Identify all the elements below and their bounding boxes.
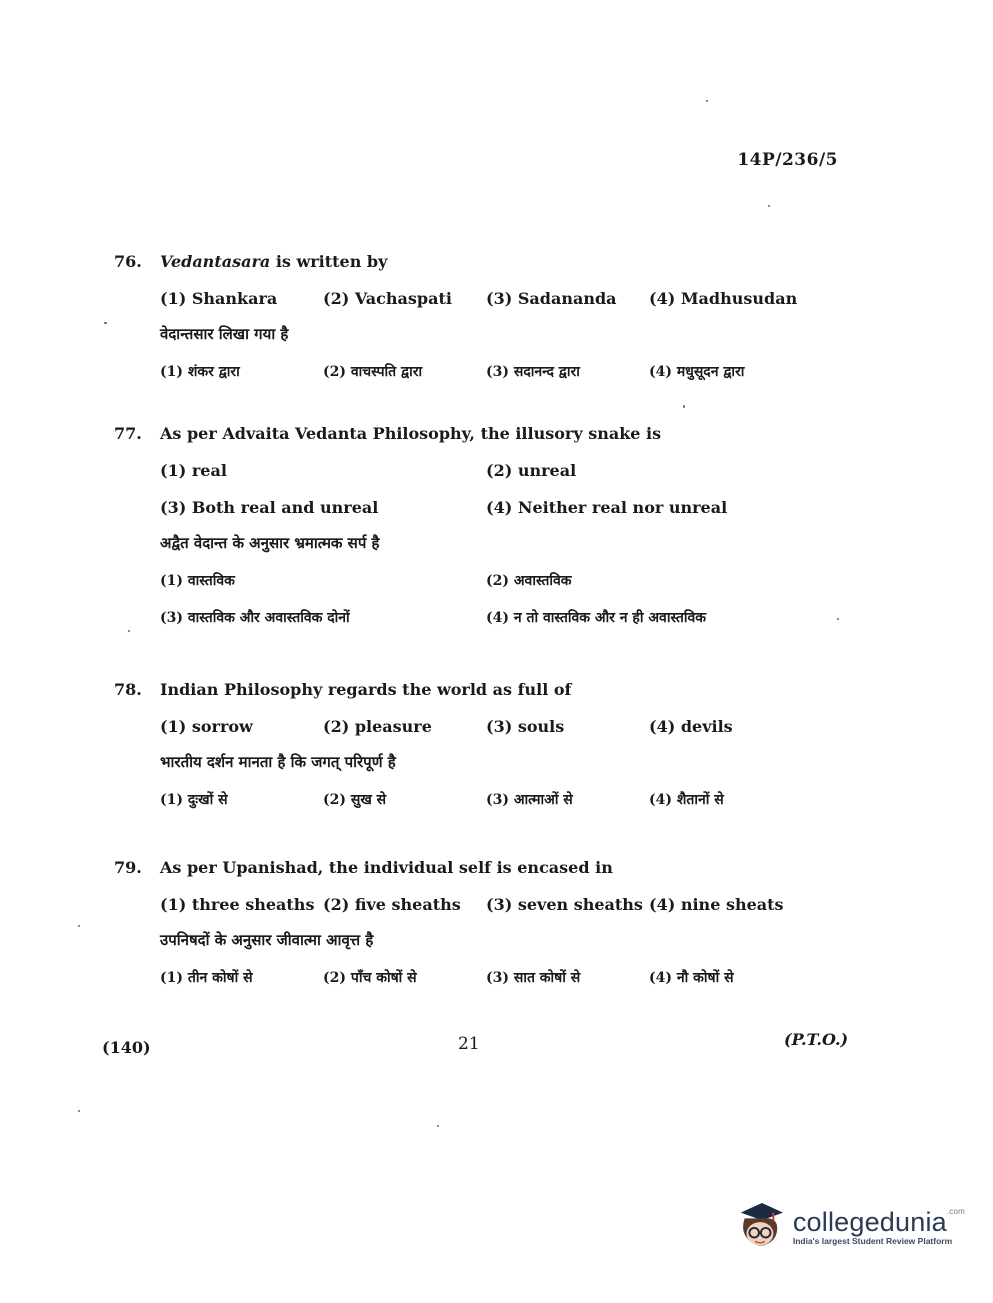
scan-speck — [104, 322, 107, 324]
options-hindi-row-1 — [160, 571, 814, 590]
option-3-hindi: (3) आत्माओं से — [486, 792, 573, 808]
options-english — [160, 895, 814, 914]
option-4-hindi: (4) न तो वास्तविक और न ही अवास्तविक — [486, 610, 707, 626]
options-hindi — [160, 968, 814, 987]
question-79 — [114, 858, 814, 987]
option-4-hindi: (4) शैतानों से — [649, 792, 724, 808]
question-78 — [114, 680, 814, 809]
option-2: (2) five sheaths — [323, 895, 461, 914]
option-1: (1) real — [160, 461, 227, 480]
logo-tagline: India's largest Student Review Platform — [792, 1235, 953, 1246]
option-1: (1) sorrow — [160, 717, 253, 736]
question-number: 79. — [114, 858, 142, 877]
option-1: (1) Shankara — [160, 289, 278, 308]
question-number: 78. — [114, 680, 142, 699]
option-1-hindi: (1) तीन कोषों से — [160, 970, 253, 986]
option-2: (2) unreal — [486, 461, 577, 480]
option-2: (2) Vachaspati — [323, 289, 452, 308]
scan-speck — [706, 100, 708, 102]
question-text-hindi: भारतीय दर्शन मानता है कि जगत् परिपूर्ण है — [160, 753, 396, 771]
pto-note: (P.T.O.) — [784, 1030, 849, 1049]
option-3-hindi: (3) सात कोषों से — [486, 970, 581, 986]
option-2: (2) pleasure — [323, 717, 432, 736]
option-1: (1) three sheaths — [160, 895, 315, 914]
question-text: As per Advaita Vedanta Philosophy, the illusory snake is — [160, 424, 662, 443]
options-hindi — [160, 790, 814, 809]
scan-speck — [128, 630, 130, 632]
logo-name: collegedunia — [792, 1206, 947, 1237]
option-3-hindi: (3) सदानन्द द्वारा — [486, 364, 580, 380]
scan-speck — [78, 925, 80, 927]
question-text-hindi: अद्वैत वेदान्त के अनुसार भ्रमात्मक सर्प है — [160, 534, 380, 552]
option-4-hindi: (4) मधुसूदन द्वारा — [649, 364, 745, 380]
options-hindi — [160, 362, 814, 381]
question-text-hindi: वेदान्तसार लिखा गया है — [160, 325, 289, 343]
question-text: Vedantasara is written by — [160, 252, 388, 271]
question-76 — [114, 252, 814, 381]
option-2-hindi: (2) पाँच कोषों से — [323, 970, 417, 986]
question-77 — [114, 424, 814, 627]
question-text: Indian Philosophy regards the world as full of — [160, 680, 572, 699]
option-3: (3) Sadananda — [486, 289, 617, 308]
option-4: (4) Neither real nor unreal — [486, 498, 728, 517]
scan-speck — [683, 405, 685, 408]
options-english — [160, 289, 814, 308]
question-number: 76. — [114, 252, 142, 271]
options-english-row-1 — [160, 461, 814, 480]
booklet-count: (140) — [102, 1038, 151, 1057]
paper-code: 14P/236/5 — [737, 150, 838, 170]
page-number: 21 — [458, 1034, 480, 1054]
collegedunia-logo — [735, 1196, 965, 1256]
option-1-hindi: (1) शंकर द्वारा — [160, 364, 240, 380]
question-text-hindi: उपनिषदों के अनुसार जीवात्मा आवृत्त है — [160, 931, 374, 949]
scan-speck — [768, 205, 770, 207]
option-4: (4) nine sheats — [649, 895, 784, 914]
scan-speck — [837, 618, 839, 620]
options-english — [160, 717, 814, 736]
logo-suffix: .com — [946, 1206, 965, 1216]
option-4: (4) devils — [649, 717, 733, 736]
option-2-hindi: (2) वाचस्पति द्वारा — [323, 364, 423, 380]
scan-speck — [437, 1125, 439, 1127]
option-2-hindi: (2) सुख से — [323, 792, 387, 808]
options-english-row-2 — [160, 498, 814, 517]
option-2-hindi: (2) अवास्तविक — [486, 573, 572, 589]
option-1-hindi: (1) दुःखों से — [160, 792, 228, 808]
student-mascot-icon — [735, 1198, 787, 1254]
question-text: As per Upanishad, the individual self is encased in — [160, 858, 613, 877]
option-4: (4) Madhusudan — [649, 289, 798, 308]
option-4-hindi: (4) नौ कोषों से — [649, 970, 734, 986]
option-3: (3) souls — [486, 717, 565, 736]
option-3: (3) seven sheaths — [486, 895, 643, 914]
option-1-hindi: (1) वास्तविक — [160, 573, 235, 589]
scan-speck — [78, 1110, 80, 1112]
options-hindi-row-2 — [160, 608, 814, 627]
question-number: 77. — [114, 424, 142, 443]
option-3-hindi: (3) वास्तविक और अवास्तविक दोनों — [160, 610, 350, 626]
option-3: (3) Both real and unreal — [160, 498, 379, 517]
